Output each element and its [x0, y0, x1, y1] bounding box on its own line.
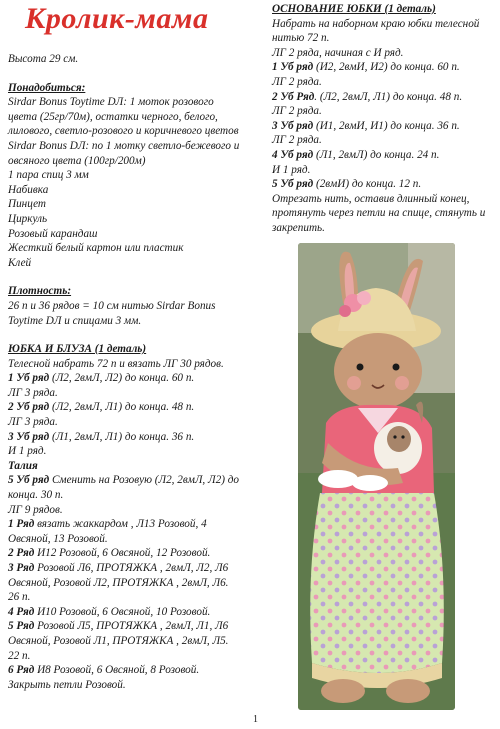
materials-item: Sirdar Bonus Toytime DЛ: 1 моток розового: [8, 96, 214, 109]
instruction-line: [272, 221, 492, 236]
row-label: 1 Уб ряд: [272, 61, 314, 74]
instruction-line: [8, 678, 253, 693]
row-text: ЛГ 9 рядов.: [8, 503, 63, 516]
instruction-line: [272, 163, 492, 178]
skirt-instructions: [8, 357, 253, 693]
row-text: ЛГ 3 ряда.: [8, 386, 58, 399]
instruction-line: [8, 473, 253, 488]
row-text: ЛГ 2 ряда, начиная с И ряд.: [272, 46, 404, 59]
row-text: И10 Розовой, 6 Овсяной, 10 Розовой.: [34, 605, 211, 618]
row-text: нитью 72 п.: [272, 32, 330, 45]
instruction-line: [8, 663, 253, 678]
instruction-line: [272, 119, 492, 134]
left-column: [8, 52, 253, 692]
row-text: Розовой Л6, ПРОТЯЖКА , 2вмЛ, Л2, Л6: [34, 562, 229, 574]
row-text: закрепить.: [272, 221, 325, 234]
density-heading: Плотность:: [8, 285, 72, 298]
instruction-line: [272, 17, 492, 32]
row-label: Талия: [8, 459, 38, 472]
skirt-heading: ЮБКА И БЛУЗА (1 деталь): [8, 343, 147, 356]
row-text: Розовой Л5, ПРОТЯЖКА , 2вмЛ, Л1, Л6: [34, 620, 229, 633]
instruction-line: [8, 444, 253, 459]
instruction-line: [8, 590, 253, 605]
instruction-line: [8, 386, 253, 401]
instruction-line: [8, 488, 253, 503]
skirt-base-instructions: [272, 17, 492, 236]
row-label: 3 Уб ряд: [272, 119, 314, 132]
instruction-line: [8, 546, 253, 561]
density-line: 26 п и 36 рядов = 10 см нитью Sirdar Bonus: [8, 299, 216, 312]
materials-item: Жесткий белый картон или пластик: [8, 242, 184, 255]
row-text: протянуть через петли на спице, стянуть и: [272, 207, 486, 220]
skirt-base-heading: ОСНОВАНИЕ ЮБКИ (1 деталь): [272, 3, 436, 15]
instruction-line: [272, 206, 492, 221]
materials-item: Розовый карандаш: [8, 227, 98, 240]
row-text: (И1, 2вмИ, И1) до конца. 36 п.: [313, 119, 460, 132]
row-text: Телесной набрать 72 п и вязать ЛГ 30 рядов.: [8, 357, 224, 370]
instruction-line: [8, 532, 253, 547]
instruction-line: [272, 148, 492, 163]
instruction-line: [8, 649, 253, 664]
row-text: Закрыть петли Розовой.: [8, 678, 126, 691]
instruction-line: [8, 415, 253, 430]
instruction-line: [8, 400, 253, 415]
row-text: 22 п.: [8, 649, 31, 662]
page-number: 1: [253, 714, 258, 725]
row-text: И12 Розовой, 6 Овсяной, 12 Розовой.: [34, 547, 211, 560]
row-label: 3 Уб ряд: [8, 430, 50, 443]
materials-item: лилового, светло-розового и коричневого цветов: [8, 125, 239, 138]
instruction-line: [8, 605, 253, 620]
instruction-line: [272, 104, 492, 119]
row-text: Овсяной, Розовой Л2, ПРОТЯЖКА , 2вмЛ, Л6.: [8, 576, 229, 589]
instruction-line: [272, 133, 492, 148]
instruction-line: [8, 430, 253, 445]
row-text: ЛГ 2 ряда.: [272, 75, 322, 88]
row-text: конца. 30 п.: [8, 489, 64, 502]
row-text: ЛГ 2 ряда.: [272, 134, 322, 147]
row-text: И 1 ряд.: [272, 163, 311, 176]
row-text: Овсяной, Розовой Л1, ПРОТЯЖКА , 2вмЛ, Л5.: [8, 634, 229, 647]
row-text: Сменить на Розовую (Л2, 2вмЛ, Л2) до: [49, 474, 239, 487]
rabbit-toy-photo: [298, 243, 455, 710]
row-label: 4 Ряд: [8, 605, 35, 618]
row-label: 4 Уб ряд: [272, 148, 314, 161]
density-line: Toytime DЛ и спицами 3 мм.: [8, 314, 142, 327]
row-text: (Л2, 2вмЛ, Л2) до конца. 60 п.: [49, 372, 195, 385]
row-text: 26 п.: [8, 591, 31, 604]
row-text: (И2, 2вмИ, И2) до конца. 60 п.: [313, 61, 460, 74]
instruction-line: [272, 177, 492, 192]
row-text: Отрезать нить, оставив длинный конец,: [272, 192, 470, 205]
materials-item: 1 пара спиц 3 мм: [8, 169, 89, 182]
materials-item: овсяного цвета (100гр/200м): [8, 154, 146, 167]
instruction-line: [8, 357, 253, 372]
materials-heading: Понадобиться:: [8, 81, 86, 94]
materials-item: Клей: [8, 256, 32, 269]
row-label: 2 Уб ряд: [8, 401, 50, 414]
page-title: Кролик-мама: [25, 2, 209, 35]
row-text: (Л1, 2вмЛ) до конца. 24 п.: [313, 148, 440, 161]
row-text: Набрать на наборном краю юбки телесной: [272, 17, 480, 30]
instruction-line: [8, 517, 253, 532]
row-text: И 1 ряд.: [8, 445, 47, 458]
row-text: . (Л2, 2вмЛ, Л1) до конца. 48 п.: [314, 90, 463, 103]
instruction-line: [8, 503, 253, 518]
rabbit-toy-illustration: [298, 243, 455, 710]
materials-item: Циркуль: [8, 212, 48, 225]
row-text: (2вмИ) до конца. 12 п.: [313, 178, 422, 191]
materials-list: [8, 95, 253, 270]
instruction-line: [272, 75, 492, 90]
instruction-line: [272, 90, 492, 105]
right-column: [272, 2, 492, 236]
row-label: 5 Уб ряд: [272, 178, 314, 191]
row-label: 5 Уб ряд: [8, 474, 50, 487]
instruction-line: [272, 31, 492, 46]
instruction-line: [8, 619, 253, 634]
row-label: 1 Ряд: [8, 518, 35, 531]
instruction-line: [8, 371, 253, 386]
instruction-line: [8, 459, 253, 474]
instruction-line: [8, 576, 253, 591]
instruction-line: [272, 46, 492, 61]
row-label: 5 Ряд: [8, 620, 35, 633]
row-text: вязать жаккардом , Л13 Розовой, 4: [34, 518, 207, 531]
materials-item: Набивка: [8, 183, 49, 196]
row-text: (Л2, 2вмЛ, Л1) до конца. 48 п.: [49, 401, 195, 414]
row-label: 1 Уб ряд: [8, 372, 50, 385]
instruction-line: [8, 561, 253, 576]
row-label: 6 Ряд: [8, 664, 35, 677]
row-text: (Л1, 2вмЛ, Л1) до конца. 36 п.: [49, 430, 195, 443]
instruction-line: [8, 634, 253, 649]
instruction-line: [272, 60, 492, 75]
height-line: Высота 29 см.: [8, 53, 79, 65]
row-text: ЛГ 2 ряда.: [272, 105, 322, 118]
row-text: И8 Розовой, 6 Овсяной, 8 Розовой.: [34, 664, 200, 677]
row-text: ЛГ 3 ряда.: [8, 416, 58, 429]
row-text: Овсяной, 13 Розовой.: [8, 532, 108, 545]
materials-item: Sirdar Bonus DЛ: по 1 мотку светло-бежевого и: [8, 139, 240, 152]
row-label: 2 Уб Ряд: [272, 90, 315, 103]
materials-item: цвета (25гр/70м), остатки черного, белого,: [8, 110, 218, 123]
instruction-line: [272, 192, 492, 207]
row-label: 2 Ряд: [8, 547, 35, 560]
row-label: 3 Ряд: [8, 562, 35, 574]
materials-item: Пинцет: [8, 198, 46, 211]
